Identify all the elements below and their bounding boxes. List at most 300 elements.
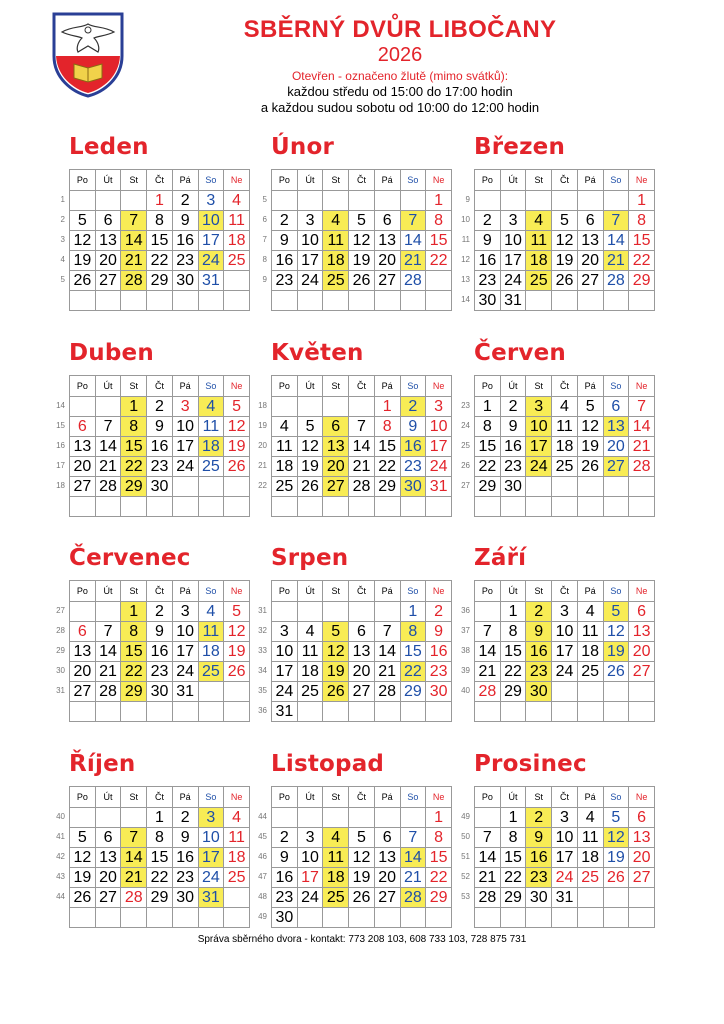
- schedule-saturday: a každou sudou sobotu od 10:00 do 12:00 hodin: [260, 100, 540, 115]
- day-cell: 27: [95, 888, 121, 908]
- day-cell: 3: [552, 602, 578, 622]
- day-cell: 7: [400, 211, 426, 231]
- week-row: [475, 908, 655, 928]
- day-cell: 8: [121, 622, 147, 642]
- week-row: [272, 251, 452, 271]
- day-cell: 5: [70, 211, 96, 231]
- day-cell: 28: [603, 271, 629, 291]
- empty-cell: [121, 808, 147, 828]
- day-cell: 25: [224, 868, 250, 888]
- week-numbers: [456, 601, 470, 701]
- day-cell: 2: [172, 191, 198, 211]
- day-header: St: [323, 787, 349, 808]
- month-calendar-table: [69, 169, 250, 311]
- week-row: [272, 868, 452, 888]
- day-cell: 8: [147, 828, 173, 848]
- day-cell: 26: [552, 271, 578, 291]
- empty-cell: [603, 888, 629, 908]
- day-cell: 15: [629, 231, 655, 251]
- week-number: 51: [461, 852, 470, 861]
- day-header: So: [603, 376, 629, 397]
- day-cell: 2: [272, 211, 298, 231]
- day-cell: 28: [400, 888, 426, 908]
- empty-cell: [349, 291, 375, 311]
- week-number: 5: [60, 275, 65, 284]
- day-cell: 28: [121, 888, 147, 908]
- day-cell: 21: [374, 662, 400, 682]
- empty-cell: [577, 702, 603, 722]
- day-cell: 4: [323, 211, 349, 231]
- day-cell: 25: [198, 662, 224, 682]
- day-header: Ne: [426, 581, 452, 602]
- day-header: Ne: [426, 376, 452, 397]
- day-cell: 19: [349, 251, 375, 271]
- day-cell: 7: [95, 417, 121, 437]
- empty-cell: [95, 397, 121, 417]
- day-cell: 14: [603, 231, 629, 251]
- day-cell: 19: [552, 251, 578, 271]
- day-cell: 7: [121, 211, 147, 231]
- day-cell: 17: [297, 868, 323, 888]
- day-cell: 17: [500, 251, 526, 271]
- empty-cell: [374, 291, 400, 311]
- day-header: Po: [272, 170, 298, 191]
- day-cell: 3: [172, 397, 198, 417]
- day-cell: 1: [426, 808, 452, 828]
- empty-cell: [297, 702, 323, 722]
- week-number: 13: [461, 275, 470, 284]
- day-header: Po: [475, 787, 501, 808]
- day-cell: 27: [323, 477, 349, 497]
- open-note: Otevřen - označeno žlutě (mimo svátků):: [291, 69, 509, 83]
- municipal-crest-icon: [52, 12, 124, 98]
- day-cell: 20: [70, 662, 96, 682]
- week-number: 18: [258, 401, 267, 410]
- day-cell: 13: [577, 231, 603, 251]
- week-number: 44: [56, 892, 65, 901]
- empty-cell: [629, 888, 655, 908]
- day-cell: 7: [95, 622, 121, 642]
- day-cell: 27: [629, 868, 655, 888]
- day-header: Pá: [172, 376, 198, 397]
- empty-cell: [121, 191, 147, 211]
- day-cell: 3: [526, 397, 552, 417]
- day-cell: 11: [577, 622, 603, 642]
- day-cell: 21: [95, 457, 121, 477]
- month-únor: [271, 134, 452, 311]
- empty-cell: [552, 477, 578, 497]
- week-row: [70, 622, 250, 642]
- empty-cell: [500, 908, 526, 928]
- week-number: 31: [56, 686, 65, 695]
- empty-cell: [323, 602, 349, 622]
- week-row: [475, 602, 655, 622]
- empty-cell: [70, 602, 96, 622]
- day-cell: 8: [475, 417, 501, 437]
- day-cell: 8: [500, 622, 526, 642]
- empty-cell: [297, 602, 323, 622]
- day-cell: 18: [272, 457, 298, 477]
- week-row: [475, 622, 655, 642]
- day-header: Po: [70, 787, 96, 808]
- day-cell: 6: [577, 211, 603, 231]
- empty-cell: [172, 908, 198, 928]
- week-row: [70, 251, 250, 271]
- month-calendar-table: [474, 786, 655, 928]
- day-cell: 28: [95, 682, 121, 702]
- week-row: [70, 477, 250, 497]
- week-row: [475, 828, 655, 848]
- week-row: [475, 191, 655, 211]
- week-number: 17: [56, 461, 65, 470]
- day-cell: 11: [272, 437, 298, 457]
- empty-cell: [475, 908, 501, 928]
- day-cell: 17: [526, 437, 552, 457]
- day-cell: 7: [349, 417, 375, 437]
- month-calendar-table: [474, 580, 655, 722]
- day-header: Út: [95, 170, 121, 191]
- day-cell: 19: [577, 437, 603, 457]
- day-header: So: [198, 787, 224, 808]
- day-cell: 5: [603, 808, 629, 828]
- day-header: Pá: [374, 376, 400, 397]
- day-cell: 16: [526, 642, 552, 662]
- week-numbers: [51, 190, 65, 290]
- day-cell: 23: [400, 457, 426, 477]
- empty-cell: [95, 602, 121, 622]
- day-cell: 19: [70, 868, 96, 888]
- week-row: [475, 291, 655, 311]
- day-header: Čt: [552, 581, 578, 602]
- empty-cell: [577, 191, 603, 211]
- day-cell: 22: [500, 662, 526, 682]
- day-cell: 12: [297, 437, 323, 457]
- empty-cell: [577, 682, 603, 702]
- week-numbers: [253, 807, 267, 927]
- day-cell: 20: [629, 642, 655, 662]
- day-cell: 15: [400, 642, 426, 662]
- empty-cell: [147, 291, 173, 311]
- day-header: Pá: [577, 376, 603, 397]
- empty-cell: [224, 271, 250, 291]
- day-cell: 25: [297, 682, 323, 702]
- day-cell: 8: [500, 828, 526, 848]
- day-cell: 26: [349, 888, 375, 908]
- day-header: Ne: [629, 376, 655, 397]
- empty-cell: [603, 497, 629, 517]
- day-cell: 5: [577, 397, 603, 417]
- empty-cell: [297, 397, 323, 417]
- day-cell: 9: [147, 622, 173, 642]
- empty-cell: [224, 908, 250, 928]
- day-cell: 31: [198, 271, 224, 291]
- day-cell: 18: [552, 437, 578, 457]
- month-name: Listopad: [271, 751, 385, 777]
- day-cell: 6: [629, 602, 655, 622]
- day-cell: 8: [426, 828, 452, 848]
- day-cell: 20: [603, 437, 629, 457]
- day-cell: 8: [400, 622, 426, 642]
- day-cell: 25: [272, 477, 298, 497]
- empty-cell: [323, 808, 349, 828]
- empty-cell: [526, 702, 552, 722]
- day-cell: 16: [475, 251, 501, 271]
- week-row: [70, 602, 250, 622]
- day-cell: 19: [323, 662, 349, 682]
- day-cell: 24: [426, 457, 452, 477]
- week-number: 19: [258, 421, 267, 430]
- empty-cell: [224, 291, 250, 311]
- empty-cell: [95, 191, 121, 211]
- schedule-wednesday: každou středu od 15:00 do 17:00 hodin: [287, 84, 513, 99]
- week-number: 49: [258, 912, 267, 921]
- day-header: Čt: [349, 581, 375, 602]
- day-cell: 18: [323, 868, 349, 888]
- week-row: [70, 702, 250, 722]
- day-cell: 9: [172, 211, 198, 231]
- day-cell: 10: [198, 828, 224, 848]
- day-cell: 24: [297, 888, 323, 908]
- week-row: [475, 808, 655, 828]
- day-header: Pá: [577, 170, 603, 191]
- day-cell: 21: [95, 662, 121, 682]
- day-cell: 21: [400, 868, 426, 888]
- day-cell: 26: [70, 888, 96, 908]
- day-cell: 30: [475, 291, 501, 311]
- day-cell: 15: [475, 437, 501, 457]
- day-cell: 20: [374, 868, 400, 888]
- day-cell: 1: [121, 397, 147, 417]
- day-cell: 18: [577, 848, 603, 868]
- day-cell: 26: [577, 457, 603, 477]
- day-header: Pá: [172, 581, 198, 602]
- day-header: St: [323, 170, 349, 191]
- day-cell: 10: [297, 848, 323, 868]
- empty-cell: [172, 291, 198, 311]
- week-row: [272, 828, 452, 848]
- day-cell: 19: [297, 457, 323, 477]
- day-header: Po: [70, 581, 96, 602]
- empty-cell: [323, 291, 349, 311]
- day-cell: 29: [121, 682, 147, 702]
- day-cell: 16: [400, 437, 426, 457]
- empty-cell: [323, 497, 349, 517]
- week-number: 50: [461, 832, 470, 841]
- day-cell: 13: [95, 231, 121, 251]
- day-cell: 16: [172, 848, 198, 868]
- week-row: [70, 397, 250, 417]
- day-cell: 24: [172, 457, 198, 477]
- empty-cell: [629, 682, 655, 702]
- week-row: [475, 682, 655, 702]
- day-header: St: [323, 376, 349, 397]
- empty-cell: [272, 191, 298, 211]
- day-cell: 27: [577, 271, 603, 291]
- day-cell: 1: [147, 191, 173, 211]
- day-cell: 30: [426, 682, 452, 702]
- day-header: Út: [95, 581, 121, 602]
- month-calendar-table: [474, 375, 655, 517]
- day-cell: 10: [426, 417, 452, 437]
- day-cell: 9: [500, 417, 526, 437]
- day-cell: 24: [552, 868, 578, 888]
- week-number: 26: [461, 461, 470, 470]
- week-row: [70, 888, 250, 908]
- day-cell: 13: [603, 417, 629, 437]
- week-row: [475, 457, 655, 477]
- empty-cell: [323, 397, 349, 417]
- day-header: Po: [272, 581, 298, 602]
- empty-cell: [475, 702, 501, 722]
- month-calendar-table: [69, 580, 250, 722]
- day-header: So: [603, 787, 629, 808]
- day-cell: 13: [374, 231, 400, 251]
- day-cell: 4: [577, 808, 603, 828]
- day-header: Po: [475, 376, 501, 397]
- week-number: 40: [56, 812, 65, 821]
- day-cell: 15: [426, 231, 452, 251]
- month-červen: [474, 340, 655, 517]
- week-number: 42: [56, 852, 65, 861]
- day-header: Út: [500, 581, 526, 602]
- day-cell: 4: [577, 602, 603, 622]
- empty-cell: [70, 497, 96, 517]
- day-cell: 19: [224, 642, 250, 662]
- day-cell: 27: [629, 662, 655, 682]
- day-cell: 3: [172, 602, 198, 622]
- day-cell: 11: [526, 231, 552, 251]
- day-cell: 16: [147, 437, 173, 457]
- day-cell: 13: [374, 848, 400, 868]
- day-header: Čt: [349, 376, 375, 397]
- month-name: Únor: [271, 134, 334, 160]
- empty-cell: [224, 702, 250, 722]
- day-header: Čt: [349, 170, 375, 191]
- day-header: Ne: [629, 581, 655, 602]
- day-cell: 4: [552, 397, 578, 417]
- day-cell: 10: [172, 622, 198, 642]
- day-header: Ne: [224, 170, 250, 191]
- empty-cell: [297, 908, 323, 928]
- day-header: St: [323, 581, 349, 602]
- week-number: 53: [461, 892, 470, 901]
- empty-cell: [297, 808, 323, 828]
- week-number: 12: [461, 255, 470, 264]
- day-cell: 18: [224, 231, 250, 251]
- day-cell: 26: [224, 662, 250, 682]
- day-cell: 19: [349, 868, 375, 888]
- week-number: 49: [461, 812, 470, 821]
- day-cell: 9: [272, 231, 298, 251]
- week-number: 34: [258, 666, 267, 675]
- empty-cell: [400, 191, 426, 211]
- week-row: [272, 602, 452, 622]
- empty-cell: [198, 477, 224, 497]
- day-cell: 2: [147, 602, 173, 622]
- day-cell: 23: [272, 888, 298, 908]
- empty-cell: [426, 271, 452, 291]
- empty-cell: [272, 497, 298, 517]
- day-cell: 2: [272, 828, 298, 848]
- day-cell: 10: [552, 828, 578, 848]
- day-cell: 16: [526, 848, 552, 868]
- day-cell: 31: [552, 888, 578, 908]
- month-říjen: [69, 751, 250, 928]
- empty-cell: [426, 908, 452, 928]
- empty-cell: [297, 191, 323, 211]
- month-leden: [69, 134, 250, 311]
- day-cell: 14: [95, 642, 121, 662]
- day-cell: 26: [323, 682, 349, 702]
- week-number: 16: [56, 441, 65, 450]
- day-cell: 20: [95, 251, 121, 271]
- day-header: St: [526, 376, 552, 397]
- day-cell: 26: [70, 271, 96, 291]
- week-number: 31: [258, 606, 267, 615]
- day-cell: 4: [526, 211, 552, 231]
- day-header: Út: [297, 581, 323, 602]
- month-name: Leden: [69, 134, 149, 160]
- month-name: Březen: [474, 134, 566, 160]
- day-header: Čt: [552, 170, 578, 191]
- day-cell: 6: [323, 417, 349, 437]
- day-cell: 19: [224, 437, 250, 457]
- empty-cell: [224, 497, 250, 517]
- empty-cell: [552, 497, 578, 517]
- day-header: St: [121, 581, 147, 602]
- day-header: St: [121, 170, 147, 191]
- day-cell: 29: [475, 477, 501, 497]
- day-cell: 30: [526, 682, 552, 702]
- empty-cell: [224, 477, 250, 497]
- day-cell: 9: [147, 417, 173, 437]
- day-cell: 23: [526, 662, 552, 682]
- empty-cell: [349, 908, 375, 928]
- empty-cell: [426, 291, 452, 311]
- day-header: Po: [272, 787, 298, 808]
- day-cell: 27: [70, 477, 96, 497]
- week-row: [475, 231, 655, 251]
- day-cell: 21: [121, 868, 147, 888]
- empty-cell: [95, 908, 121, 928]
- empty-cell: [500, 497, 526, 517]
- week-row: [272, 622, 452, 642]
- week-row: [475, 211, 655, 231]
- week-number: 40: [461, 686, 470, 695]
- day-cell: 24: [500, 271, 526, 291]
- day-cell: 31: [426, 477, 452, 497]
- week-row: [475, 888, 655, 908]
- month-calendar-table: [474, 169, 655, 311]
- day-cell: 27: [349, 682, 375, 702]
- empty-cell: [198, 682, 224, 702]
- empty-cell: [629, 291, 655, 311]
- day-cell: 2: [526, 808, 552, 828]
- day-cell: 15: [374, 437, 400, 457]
- week-row: [70, 291, 250, 311]
- week-row: [475, 437, 655, 457]
- day-header: So: [198, 170, 224, 191]
- week-row: [70, 908, 250, 928]
- day-cell: 3: [297, 828, 323, 848]
- day-cell: 5: [349, 211, 375, 231]
- day-cell: 22: [629, 251, 655, 271]
- week-row: [272, 662, 452, 682]
- day-cell: 7: [475, 622, 501, 642]
- day-cell: 18: [526, 251, 552, 271]
- day-cell: 12: [603, 828, 629, 848]
- day-cell: 10: [526, 417, 552, 437]
